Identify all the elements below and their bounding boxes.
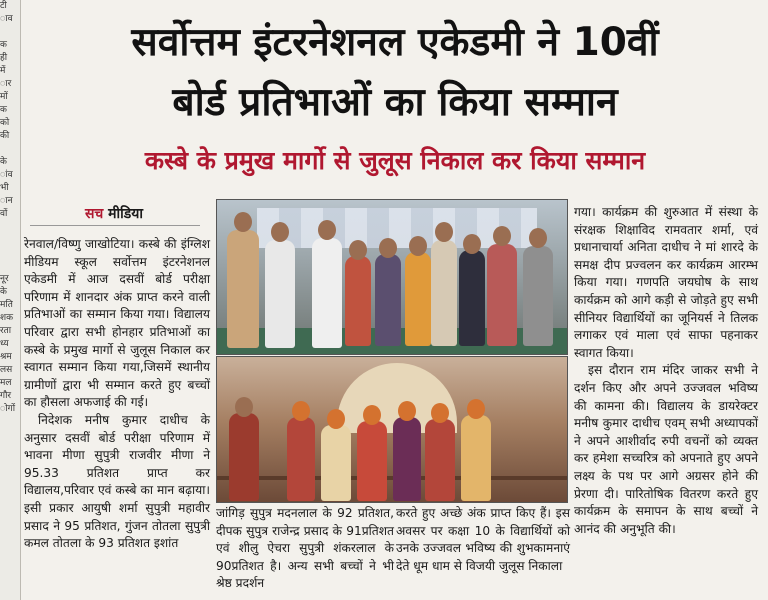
photo-person-head [327, 409, 345, 429]
photo-person-head [235, 397, 253, 417]
byline-divider [30, 225, 200, 227]
col4-paragraph-1: गया। कार्यक्रम की शुरुआत में संस्था के संरक्षक शिक्षाविद रामवतार शर्मा, एवं प्रधानाचार्या अनिता दाधीच ने मां शारदे के समक्ष दीप प्रज्वलन कर कार्यक्रम आरम्भ किया गया। गणपति जयघोष के साथ कार्यक्रम को आगे कड़ी से जोड़ते हुए सभी सीनियर विद्यार्थियों का जूनियर्स ने तिलक लगाकर एवं माला एवं साफा पहनाकर स्वागत किया। [574, 205, 758, 360]
headline-line-1: सर्वोत्तम इंटरनेशनल एकेडमी ने 10वीं [131, 20, 659, 65]
strip-fragment [0, 247, 20, 260]
strip-fragment: वों [0, 209, 8, 219]
photo-person [227, 230, 259, 348]
col1-paragraph-1: रेनवाल/विष्णु जाखोटिया। कस्बे की इंग्लिश मीडियम स्कूल सर्वोत्तम इंटरनेशनल एकेडमी में आज दसवीं बोर्ड परीक्षा परिणाम में शानदार अंक प्राप्त करने वाली प्रतिभाओं का सम्मान किया गया। विद्यालय परिवार द्वारा सभी होनहार प्रतिभाओं का कस्बे के प्रमुख मार्गो से जुलूस निकाल कर स्वागत सम्मान किया गया,जिसमें स्थानीय ग्रामीणों द्वारा भी सम्मान करते हुए बच्चों का हौसला अफजाई की गई। [24, 237, 210, 410]
strip-fragment: ोगों [0, 404, 16, 414]
photo-person-head [409, 236, 427, 256]
photo-person-head [493, 226, 511, 246]
photo-person [375, 254, 401, 346]
strip-fragment: के [0, 287, 7, 297]
strip-fragment: मल [0, 378, 12, 388]
strip-fragment: शक [0, 313, 14, 323]
article-column-2 [216, 505, 394, 593]
strip-fragment: ान [0, 196, 13, 206]
strip-fragment: मों [0, 92, 8, 102]
strip-fragment: के [0, 157, 7, 167]
article-column-1 [24, 236, 210, 553]
photo-person [229, 413, 259, 501]
photo-person [431, 240, 457, 346]
photo-person [393, 417, 421, 501]
photo-person [461, 415, 491, 501]
strip-fragment: में [0, 66, 6, 76]
photo-person [345, 256, 371, 346]
strip-fragment: रता [0, 326, 12, 336]
strip-fragment: ांव [0, 170, 13, 180]
photo-person [405, 252, 431, 346]
strip-fragment: टी [0, 1, 7, 11]
strip-fragment: लस [0, 365, 13, 375]
strip-fragment: को [0, 118, 10, 128]
photo-person-head [463, 234, 481, 254]
strip-fragment [0, 260, 20, 273]
strip-fragment: ही [0, 53, 8, 63]
strip-fragment: ार [0, 79, 12, 89]
col4-paragraph-2: इस दौरान राम मंदिर जाकर सभी ने दर्शन किए और अपने उज्जवल भविष्य की कामना की। विद्यालय के डायरेक्टर मनीष कुमार दाधीच एवम् सभी अध्यापकों ने अपने आशीर्वाद रुपी वचनों को व्यक्त कर हमेशा सच्चरित्र को अपनाते हुए अपने लक्ष्य के पथ पर आगे अग्रसर होने की प्रेरणा दी। पारितोषिक वितरण करते हुए कार्यक्रम के समापन के साथ बच्चों ने आनंद की अनुभूति की। [574, 363, 758, 536]
col3-paragraph: करते हुए अच्छे अंक प्राप्त किए हैं। इस अवसर पर कक्षा 10 के विद्यार्थियों को उनके उज्जवल भविष्य की शुभकामनाएं देते धूम धाम से विजयी जुलूस निकाला [396, 506, 570, 573]
headline-line-2: बोर्ड प्रतिभाओं का किया सम्मान [172, 80, 618, 125]
photo-person-head [467, 399, 485, 419]
photo-person-head [363, 405, 381, 425]
strip-fragment [0, 234, 20, 247]
strip-fragment: मति [0, 300, 13, 310]
photo-person-head [529, 228, 547, 248]
group-photo-outdoor [216, 199, 568, 355]
photo-person [459, 250, 485, 346]
photo-railing [217, 476, 567, 480]
article-column-3 [396, 505, 570, 575]
strip-fragment: भी [0, 183, 9, 193]
photo-person-head [271, 222, 289, 242]
strip-fragment: ध्य [0, 339, 9, 349]
strip-fragment [0, 143, 20, 156]
photo-person-head [398, 401, 416, 421]
photo-person [487, 244, 517, 346]
col1-paragraph-2: निदेशक मनीष कुमार दाधीच के अनुसार दसवीं बोर्ड परीक्षा परिणाम में भावना मीणा सुपुत्री राजवीर मीणा ने 95.33 प्रतिशत प्राप्त कर विद्यालय,परिवार एवं कस्बे का मान बढ़ाया। इसी प्रकार आयुषी शर्मा सुपुत्री महावीर प्रसाद ने 95 प्रतिशत, गुंजन तोतला सुपुत्री कमल तोतला के 93 प्रतिशत इशांत [24, 412, 210, 551]
photo-person-head [435, 222, 453, 242]
adjacent-article-strip [0, 0, 21, 600]
photo-person-head [292, 401, 310, 421]
strip-fragment: क [0, 40, 7, 50]
col2-paragraph: जांगिड़ सुपुत्र मदनलाल के 92 प्रतिशत, दीपक सुपुत्र राजेन्द्र प्रसाद के 91प्रतिशत एवं शीलु ऐचरा सुपुत्री शंकरलाल के 90प्रतिशत है। अन्य सभी बच्चों ने भी श्रेष्ठ प्रदर्शन [216, 506, 394, 591]
photo-person-head [349, 240, 367, 260]
strip-fragment [0, 221, 20, 234]
strip-fragment: गौर [0, 391, 12, 401]
article-column-4 [574, 204, 758, 538]
photo-person [523, 246, 553, 346]
strip-fragment: की [0, 131, 10, 141]
photo-person [357, 421, 387, 501]
byline-brand-rest: मीडिया [103, 206, 144, 222]
photo-person [312, 238, 342, 348]
photo-person-head [318, 220, 336, 240]
byline-brand-red: सच [84, 206, 104, 222]
subheadline: कस्बे के प्रमुख मार्गो से जुलूस निकाल कर किया सम्मान [144, 146, 646, 175]
byline [26, 204, 202, 223]
strip-fragment: ाव [0, 14, 13, 24]
photo-person-head [234, 212, 252, 232]
photo-person-head [379, 238, 397, 258]
strip-fragment: श्रम [0, 352, 12, 362]
photo-person [425, 419, 455, 501]
group-photo-temple [216, 356, 568, 503]
strip-fragment: नूर [0, 274, 9, 284]
photo-person-head [431, 403, 449, 423]
strip-fragment [0, 26, 20, 39]
photo-person [265, 240, 295, 348]
strip-fragment: क [0, 105, 7, 115]
photo-person [321, 425, 351, 501]
photo-person [287, 417, 315, 501]
